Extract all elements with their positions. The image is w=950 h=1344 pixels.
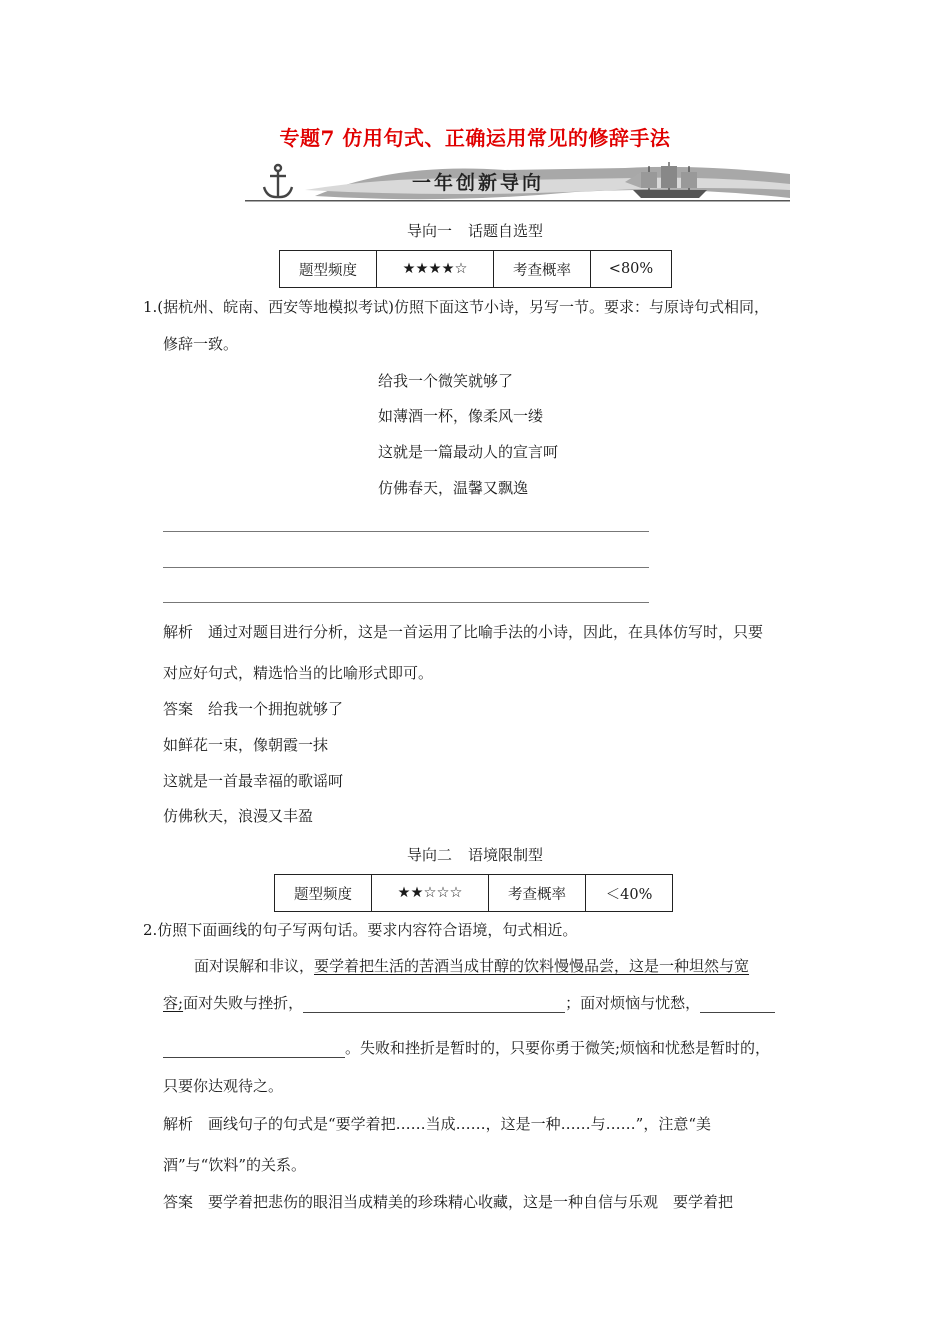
question-1-line-1: 1.(据杭州、皖南、西安等地模拟考试)仿照下面这节小诗，另写一节。要求：与原诗句式相同， — [143, 298, 770, 316]
question-2-line-1: 2.仿照下面画线的句子写两句话。要求内容符合语境，句式相近。 — [143, 921, 578, 939]
fill-blank[interactable] — [700, 996, 775, 1013]
analysis-2-line-1: 解析 画线句子的句式是“要学着把……当成……，这是一种……与……”，注意“美 — [163, 1115, 712, 1133]
question-1-line-2: 修辞一致。 — [163, 335, 239, 353]
table-cell: ＜40% — [586, 875, 673, 912]
poem-line: 这就是一篇最动人的宣言呵 — [378, 443, 559, 461]
section-1-heading: 导向一 话题自选型 — [406, 222, 544, 240]
section-2-table — [274, 874, 673, 912]
section-2-heading: 导向二 语境限制型 — [406, 846, 544, 864]
poem-line: 仿佛春天，温馨又飘逸 — [378, 479, 529, 497]
table-cell: ★★★★☆ — [377, 251, 494, 288]
paragraph-line-4: 只要你达观待之。 — [163, 1077, 284, 1095]
underlined-sentence: 要学着把生活的苦酒当成甘醇的饮料慢慢品尝，这是一种坦然与宽 — [314, 957, 750, 975]
table-cell: 考查概率 — [489, 875, 586, 912]
fill-blank[interactable] — [303, 996, 565, 1013]
paragraph-line-1: 面对误解和非议，要学着把生活的苦酒当成甘醇的饮料慢慢品尝，这是一种坦然与宽 — [194, 957, 750, 975]
table-cell: <80% — [591, 251, 672, 288]
answer-1-line: 这就是一首最幸福的歌谣呵 — [163, 772, 344, 790]
banner-title: 一年创新导向 — [411, 172, 544, 194]
analysis-1-line-2: 对应好句式，精选恰当的比喻形式即可。 — [163, 664, 434, 682]
paragraph-line-3: 。失败和挫折是暂时的，只要你勇于微笑;烦恼和忧愁是暂时的， — [163, 1038, 770, 1058]
fill-blank[interactable] — [163, 1041, 345, 1058]
answer-1-line: 答案 给我一个拥抱就够了 — [163, 700, 344, 718]
analysis-1-line-1: 解析 通过对题目进行分析，这是一首运用了比喻手法的小诗，因此，在具体仿写时，只要 — [163, 623, 764, 641]
table-cell: 考查概率 — [494, 251, 591, 288]
section-1-table — [279, 250, 672, 288]
page-title: 专题7 仿用句式、正确运用常见的修辞手法 — [279, 126, 671, 150]
answer-blank-line[interactable] — [163, 567, 649, 568]
answer-1-line: 如鲜花一束，像朝霞一抹 — [163, 736, 329, 754]
anchor-icon — [264, 165, 292, 197]
table-cell: 题型频度 — [275, 875, 372, 912]
table-cell: ★★☆☆☆ — [372, 875, 489, 912]
answer-1-line: 仿佛秋天，浪漫又丰盈 — [163, 807, 314, 825]
poem-line: 如薄酒一杯，像柔风一缕 — [378, 407, 544, 425]
answer-blank-line[interactable] — [163, 602, 649, 603]
answer-blank-line[interactable] — [163, 531, 649, 532]
analysis-2-line-2: 酒”与“饮料”的关系。 — [163, 1156, 307, 1174]
answer-2-line-1: 答案 要学着把悲伤的眼泪当成精美的珍珠精心收藏，这是一种自信与乐观 要学着把 — [163, 1193, 734, 1211]
paragraph-line-2: 容;面对失败与挫折， ；面对烦恼与忧愁， — [163, 993, 775, 1013]
poem-line: 给我一个微笑就够了 — [378, 372, 514, 390]
table-cell: 题型频度 — [280, 251, 377, 288]
underlined-sentence: 容; — [163, 994, 184, 1012]
